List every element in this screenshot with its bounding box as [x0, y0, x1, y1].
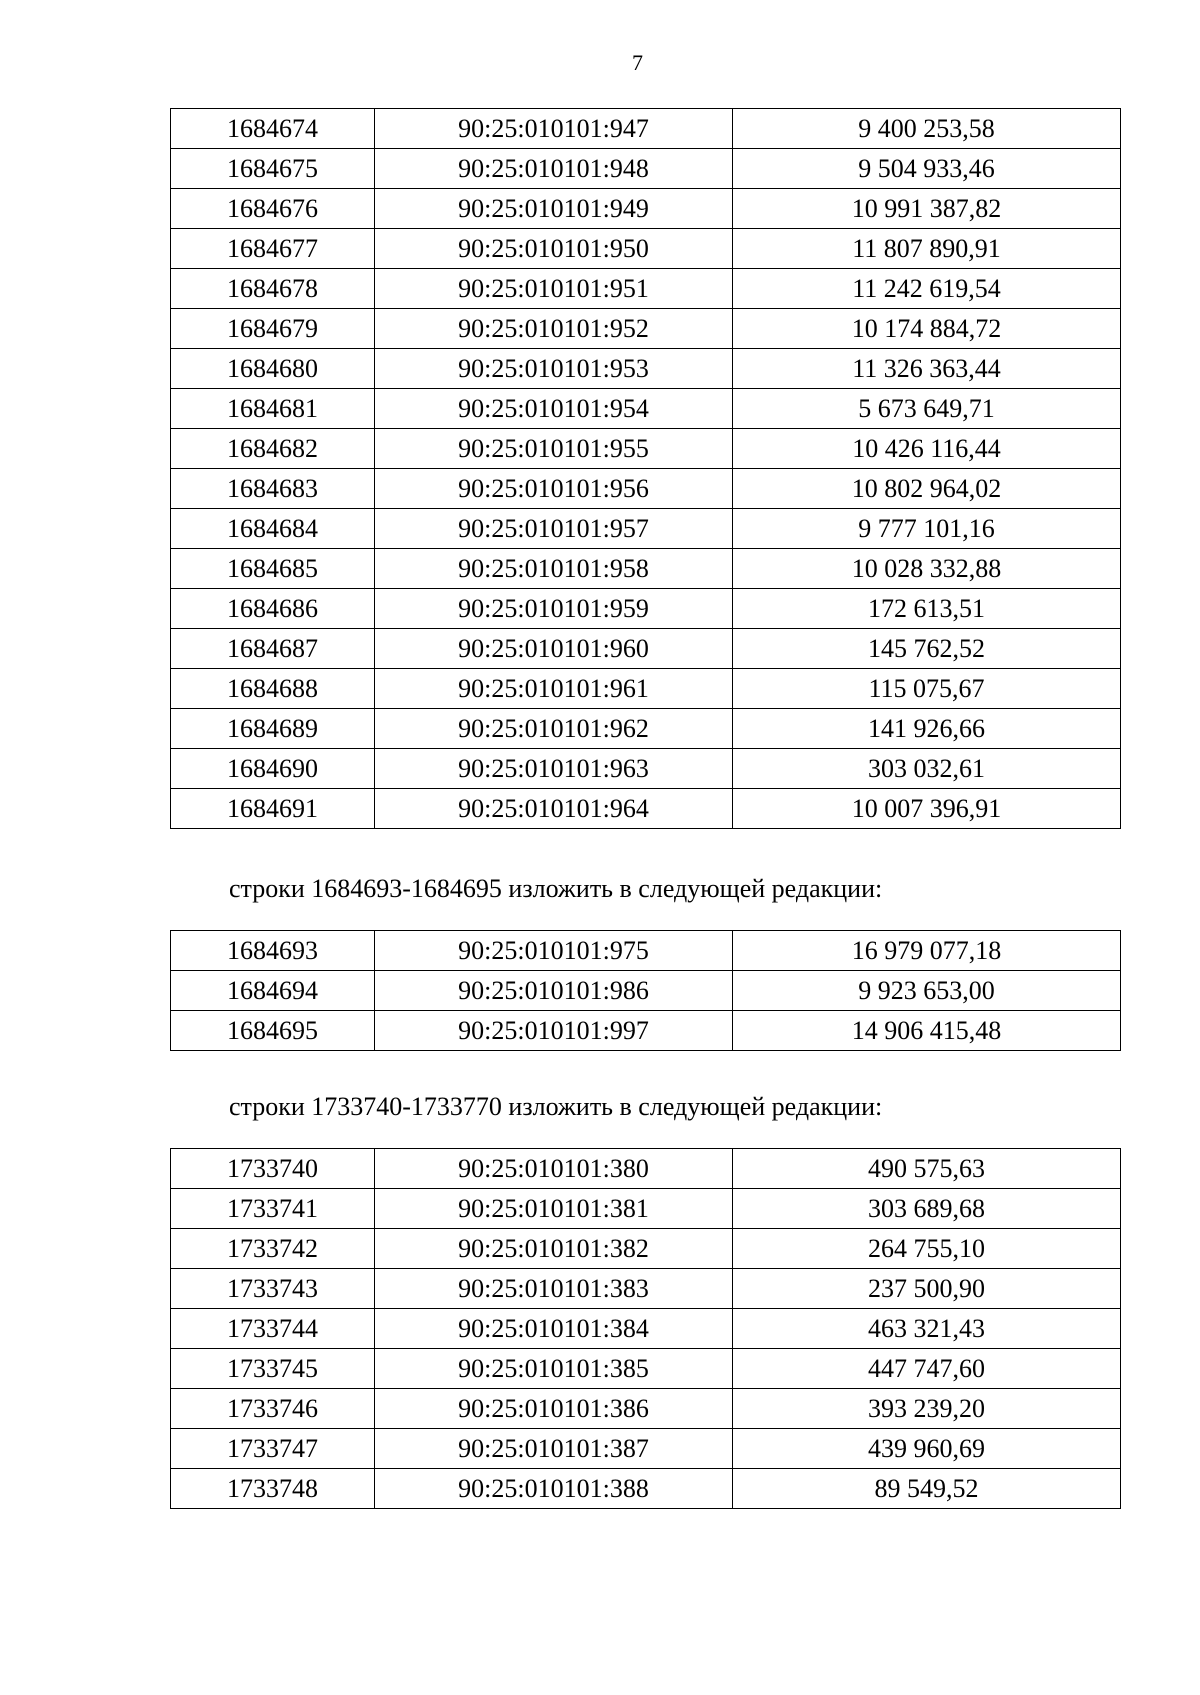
table-row — [171, 1149, 1121, 1189]
row-number-cell: 1684677 — [171, 229, 375, 269]
cadastral-number-cell: 90:25:010101:382 — [375, 1229, 733, 1269]
table-row — [171, 509, 1121, 549]
cadastral-number-cell: 90:25:010101:959 — [375, 589, 733, 629]
row-number-cell: 1684688 — [171, 669, 375, 709]
row-number-cell: 1684694 — [171, 971, 375, 1011]
cadastral-number-cell: 90:25:010101:962 — [375, 709, 733, 749]
table-row — [171, 749, 1121, 789]
cadastral-value-cell: 463 321,43 — [733, 1309, 1121, 1349]
cadastral-value-table-2 — [170, 930, 1121, 1051]
table-row — [171, 931, 1121, 971]
row-number-cell: 1684675 — [171, 149, 375, 189]
cadastral-value-cell: 172 613,51 — [733, 589, 1121, 629]
cadastral-value-cell: 11 326 363,44 — [733, 349, 1121, 389]
row-number-cell: 1733745 — [171, 1349, 375, 1389]
cadastral-number-cell: 90:25:010101:385 — [375, 1349, 733, 1389]
cadastral-value-cell: 16 979 077,18 — [733, 931, 1121, 971]
row-number-cell: 1684689 — [171, 709, 375, 749]
cadastral-value-cell: 145 762,52 — [733, 629, 1121, 669]
row-number-cell: 1684686 — [171, 589, 375, 629]
cadastral-value-cell: 237 500,90 — [733, 1269, 1121, 1309]
cadastral-number-cell: 90:25:010101:381 — [375, 1189, 733, 1229]
table-row — [171, 1469, 1121, 1509]
cadastral-value-cell: 9 400 253,58 — [733, 109, 1121, 149]
cadastral-value-table-1 — [170, 108, 1121, 829]
cadastral-value-cell: 264 755,10 — [733, 1229, 1121, 1269]
cadastral-number-cell: 90:25:010101:949 — [375, 189, 733, 229]
section-heading-1: строки 1684693-1684695 изложить в следующей редакции: — [229, 874, 883, 903]
cadastral-number-cell: 90:25:010101:380 — [375, 1149, 733, 1189]
cadastral-number-cell: 90:25:010101:387 — [375, 1429, 733, 1469]
cadastral-value-cell: 10 802 964,02 — [733, 469, 1121, 509]
table-row — [171, 709, 1121, 749]
cadastral-value-cell: 141 926,66 — [733, 709, 1121, 749]
table-row — [171, 109, 1121, 149]
table-row — [171, 1349, 1121, 1389]
cadastral-value-cell: 9 777 101,16 — [733, 509, 1121, 549]
table-row — [171, 469, 1121, 509]
table-row — [171, 629, 1121, 669]
row-number-cell: 1684695 — [171, 1011, 375, 1051]
table-row — [171, 429, 1121, 469]
cadastral-number-cell: 90:25:010101:952 — [375, 309, 733, 349]
row-number-cell: 1684676 — [171, 189, 375, 229]
cadastral-value-cell: 10 174 884,72 — [733, 309, 1121, 349]
cadastral-number-cell: 90:25:010101:997 — [375, 1011, 733, 1051]
row-number-cell: 1684685 — [171, 549, 375, 589]
cadastral-number-cell: 90:25:010101:953 — [375, 349, 733, 389]
row-number-cell: 1684679 — [171, 309, 375, 349]
row-number-cell: 1733747 — [171, 1429, 375, 1469]
cadastral-number-cell: 90:25:010101:383 — [375, 1269, 733, 1309]
cadastral-value-cell: 10 426 116,44 — [733, 429, 1121, 469]
row-number-cell: 1684678 — [171, 269, 375, 309]
table-row — [171, 1229, 1121, 1269]
table-row — [171, 669, 1121, 709]
cadastral-number-cell: 90:25:010101:951 — [375, 269, 733, 309]
row-number-cell: 1733744 — [171, 1309, 375, 1349]
cadastral-value-table-3 — [170, 1148, 1121, 1509]
cadastral-value-cell: 14 906 415,48 — [733, 1011, 1121, 1051]
cadastral-number-cell: 90:25:010101:950 — [375, 229, 733, 269]
cadastral-number-cell: 90:25:010101:960 — [375, 629, 733, 669]
table-row — [171, 1269, 1121, 1309]
cadastral-number-cell: 90:25:010101:384 — [375, 1309, 733, 1349]
row-number-cell: 1684680 — [171, 349, 375, 389]
cadastral-number-cell: 90:25:010101:964 — [375, 789, 733, 829]
table-row — [171, 971, 1121, 1011]
table-row — [171, 189, 1121, 229]
row-number-cell: 1684684 — [171, 509, 375, 549]
cadastral-value-cell: 303 032,61 — [733, 749, 1121, 789]
table-row — [171, 1309, 1121, 1349]
cadastral-number-cell: 90:25:010101:963 — [375, 749, 733, 789]
row-number-cell: 1684693 — [171, 931, 375, 971]
cadastral-value-cell: 439 960,69 — [733, 1429, 1121, 1469]
cadastral-value-cell: 10 991 387,82 — [733, 189, 1121, 229]
table-row — [171, 1429, 1121, 1469]
row-number-cell: 1733741 — [171, 1189, 375, 1229]
row-number-cell: 1684682 — [171, 429, 375, 469]
row-number-cell: 1684683 — [171, 469, 375, 509]
cadastral-value-cell: 393 239,20 — [733, 1389, 1121, 1429]
table-row — [171, 149, 1121, 189]
cadastral-value-cell: 11 242 619,54 — [733, 269, 1121, 309]
cadastral-number-cell: 90:25:010101:954 — [375, 389, 733, 429]
cadastral-number-cell: 90:25:010101:947 — [375, 109, 733, 149]
cadastral-value-cell: 89 549,52 — [733, 1469, 1121, 1509]
cadastral-number-cell: 90:25:010101:388 — [375, 1469, 733, 1509]
cadastral-number-cell: 90:25:010101:961 — [375, 669, 733, 709]
cadastral-value-cell: 10 028 332,88 — [733, 549, 1121, 589]
row-number-cell: 1684691 — [171, 789, 375, 829]
table-row — [171, 229, 1121, 269]
cadastral-value-cell: 490 575,63 — [733, 1149, 1121, 1189]
table-row — [171, 1389, 1121, 1429]
table-row — [171, 1011, 1121, 1051]
cadastral-number-cell: 90:25:010101:975 — [375, 931, 733, 971]
cadastral-value-cell: 9 923 653,00 — [733, 971, 1121, 1011]
cadastral-number-cell: 90:25:010101:955 — [375, 429, 733, 469]
table-row — [171, 389, 1121, 429]
row-number-cell: 1733748 — [171, 1469, 375, 1509]
row-number-cell: 1684687 — [171, 629, 375, 669]
row-number-cell: 1684674 — [171, 109, 375, 149]
cadastral-value-cell: 303 689,68 — [733, 1189, 1121, 1229]
cadastral-value-cell: 9 504 933,46 — [733, 149, 1121, 189]
cadastral-value-cell: 10 007 396,91 — [733, 789, 1121, 829]
cadastral-number-cell: 90:25:010101:986 — [375, 971, 733, 1011]
cadastral-number-cell: 90:25:010101:958 — [375, 549, 733, 589]
row-number-cell: 1733740 — [171, 1149, 375, 1189]
cadastral-value-cell: 447 747,60 — [733, 1349, 1121, 1389]
table-row — [171, 269, 1121, 309]
section-heading-2: строки 1733740-1733770 изложить в следующей редакции: — [229, 1092, 883, 1121]
table-row — [171, 1189, 1121, 1229]
cadastral-number-cell: 90:25:010101:956 — [375, 469, 733, 509]
cadastral-number-cell: 90:25:010101:957 — [375, 509, 733, 549]
row-number-cell: 1684681 — [171, 389, 375, 429]
cadastral-value-cell: 11 807 890,91 — [733, 229, 1121, 269]
page-number: 7 — [632, 50, 643, 75]
table-row — [171, 309, 1121, 349]
table-row — [171, 789, 1121, 829]
table-row — [171, 349, 1121, 389]
cadastral-value-cell: 115 075,67 — [733, 669, 1121, 709]
row-number-cell: 1733743 — [171, 1269, 375, 1309]
row-number-cell: 1733746 — [171, 1389, 375, 1429]
cadastral-number-cell: 90:25:010101:948 — [375, 149, 733, 189]
table-row — [171, 549, 1121, 589]
cadastral-value-cell: 5 673 649,71 — [733, 389, 1121, 429]
row-number-cell: 1684690 — [171, 749, 375, 789]
table-row — [171, 589, 1121, 629]
cadastral-number-cell: 90:25:010101:386 — [375, 1389, 733, 1429]
row-number-cell: 1733742 — [171, 1229, 375, 1269]
